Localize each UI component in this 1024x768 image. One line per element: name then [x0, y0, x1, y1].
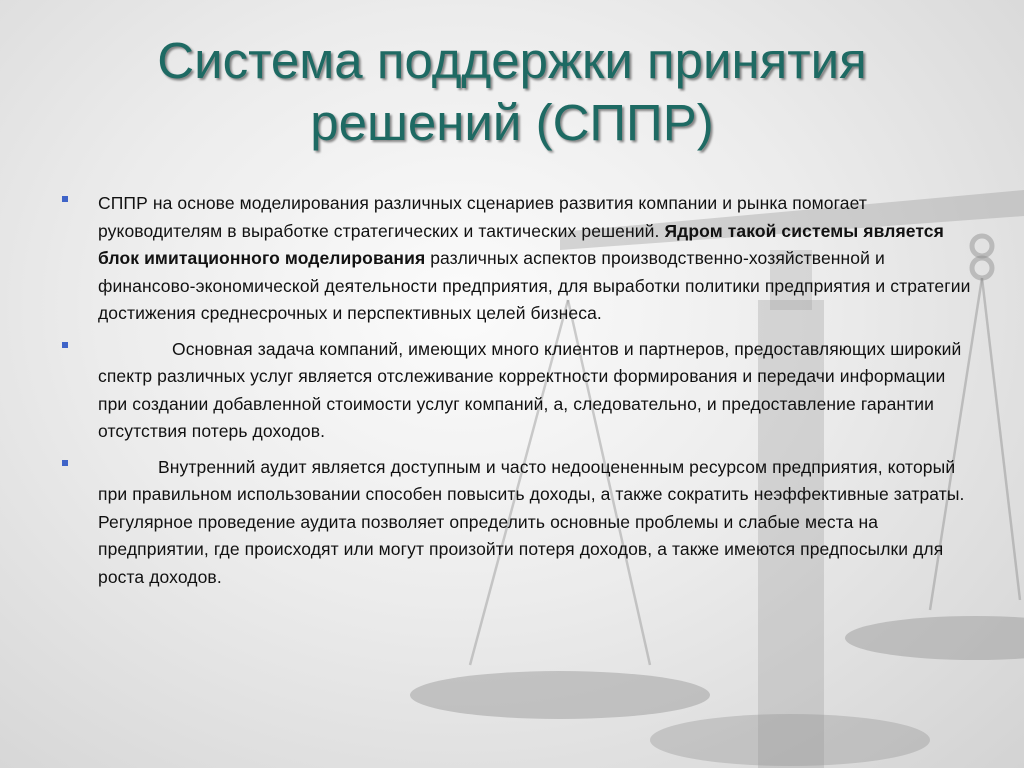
bullet-1-text-part-a: СППР на основе моделирования различных сценариев развития компании и рынка помогает руководителям в выработке стратегических и тактических решений. — [98, 193, 867, 241]
slide-title-line-1: Система поддержки принятия — [157, 32, 867, 89]
bullet-square-icon — [62, 342, 68, 348]
bullet-item-3 — [62, 454, 978, 592]
bullet-1-text-part-b: различных аспектов производственно-хозяйственной и финансово-экономической деятельности предприятия, для выработки политики предприятия и стратегии достижения среднесрочных и перспективных целей бизнеса. — [98, 248, 971, 323]
bullet-3-text: Внутренний аудит является доступным и часто недооцененным ресурсом предприятия, который при правильном использовании способен повысить доходы, а также сократить неэффективные затраты. Регулярное проведение аудита позволяет определить основные проблемы и слабые места на предприятии, где происходят или могут произойти потеря доходов, а также имеются предпосылки для роста доходов. — [98, 456, 965, 587]
bullet-1-bold-text: Ядром такой системы является блок имитационного моделирования — [98, 220, 944, 268]
bullet-text-1 — [98, 190, 978, 328]
bullet-square-icon — [62, 196, 68, 202]
bullet-item-2 — [62, 336, 978, 446]
bullet-list — [62, 190, 978, 599]
bullet-square-icon — [62, 460, 68, 466]
bullet-2-text: Основная задача компаний, имеющих много клиентов и партнеров, предоставляющих широкий спектр различных услуг является отслеживание корректности формирования и передачи информации при создании добавленной стоимости услуг компаний, а, следовательно, и предоставление гарантии отсутствия потерь доходов. — [98, 338, 962, 441]
slide-title-line-2: решений (СППР) — [310, 94, 714, 151]
bullet-text-2 — [98, 336, 978, 446]
slide-title — [40, 30, 984, 154]
bullet-item-1 — [62, 190, 978, 328]
bullet-text-3 — [98, 454, 978, 592]
